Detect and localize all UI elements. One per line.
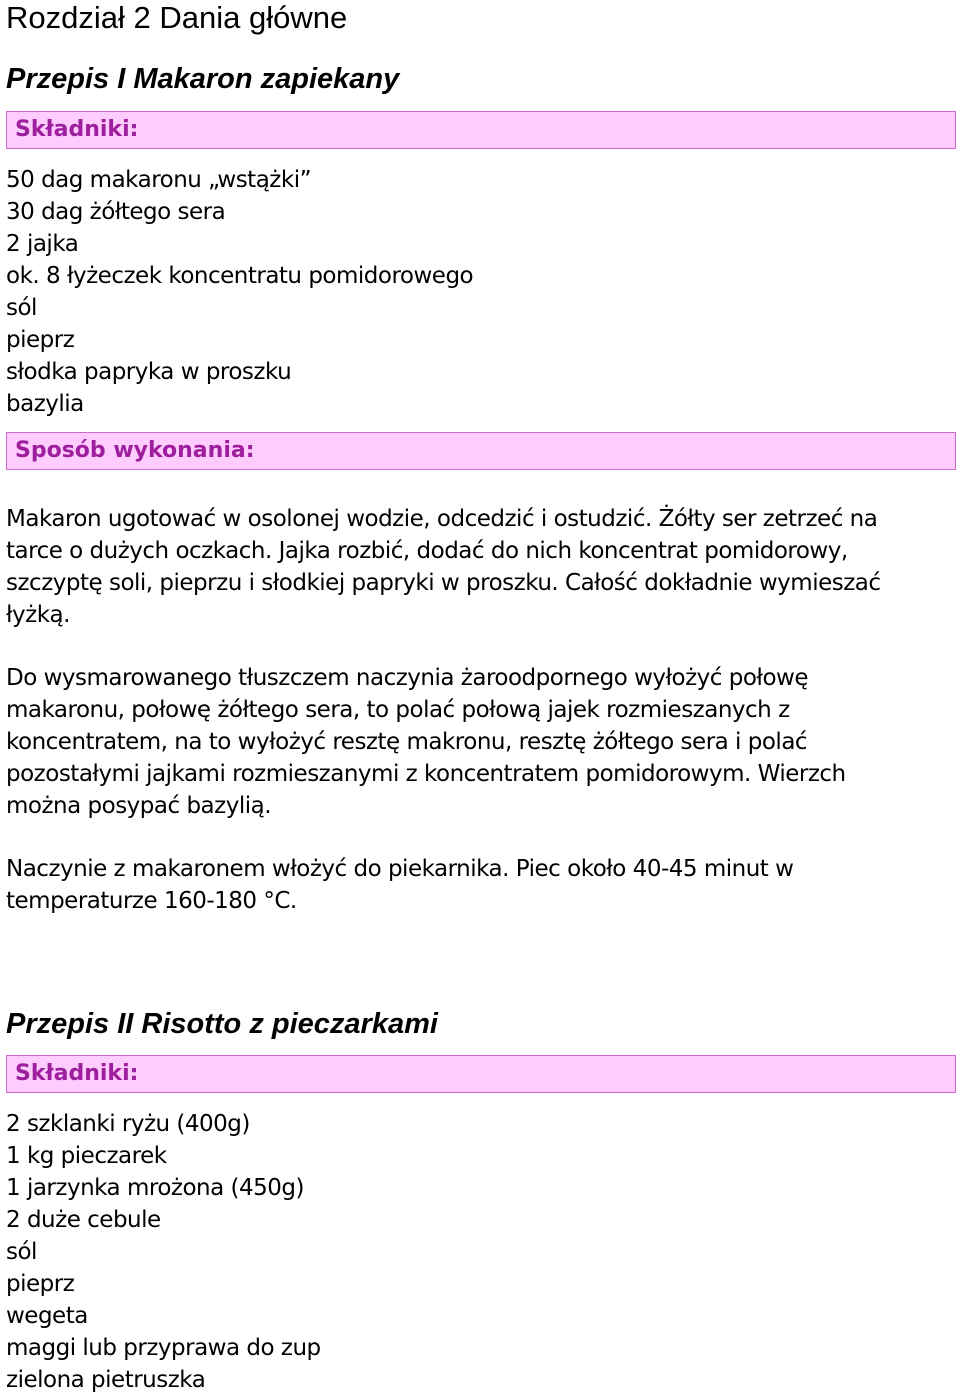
recipe-1-ingredients-label: Składniki: — [15, 117, 139, 142]
text-line: łyżką. — [6, 602, 70, 628]
text-line: szczyptę soli, pieprzu i słodkiej papryki w proszku. Całość dokładnie wymieszać — [6, 570, 881, 596]
list-item: ok. 8 łyżeczek koncentratu pomidorowego — [6, 263, 474, 289]
recipe-1-method-paragraph-2 — [6, 662, 951, 822]
recipe-2-ingredients-list — [6, 1108, 321, 1396]
list-item: 2 szklanki ryżu (400g) — [6, 1111, 250, 1137]
list-item: 2 jajka — [6, 231, 79, 257]
list-item: 1 jarzynka mrożona (450g) — [6, 1175, 304, 1201]
list-item: sól — [6, 1239, 37, 1265]
list-item: 2 duże cebule — [6, 1207, 161, 1233]
text-line: Makaron ugotować w osolonej wodzie, odcedzić i ostudzić. Żółty ser zetrzeć na — [6, 506, 878, 532]
text-line: koncentratem, na to wyłożyć resztę makronu, resztę żółtego sera i polać — [6, 729, 808, 755]
list-item: maggi lub przyprawa do zup — [6, 1335, 321, 1361]
list-item: słodka papryka w proszku — [6, 359, 292, 385]
list-item: bazylia — [6, 391, 84, 417]
recipe-1-ingredients-header — [6, 111, 956, 149]
text-line: temperaturze 160-180 °C. — [6, 888, 297, 914]
chapter-title: Rozdział 2 Dania główne — [6, 0, 348, 35]
list-item: pieprz — [6, 327, 75, 353]
list-item: wegeta — [6, 1303, 88, 1329]
text-line: można posypać bazylią. — [6, 793, 272, 819]
list-item: 50 dag makaronu „wstążki” — [6, 167, 311, 193]
recipe-1-method-header — [6, 432, 956, 470]
list-item: zielona pietruszka — [6, 1367, 206, 1393]
text-line: tarce o dużych oczkach. Jajka rozbić, dodać do nich koncentrat pomidorowy, — [6, 538, 848, 564]
recipe-1-method-paragraph-3 — [6, 853, 951, 917]
recipe-1-ingredients-list — [6, 164, 473, 420]
recipe-1-method-label: Sposób wykonania: — [15, 438, 255, 463]
list-item: pieprz — [6, 1271, 75, 1297]
text-line: Do wysmarowanego tłuszczem naczynia żaroodpornego wyłożyć połowę — [6, 665, 808, 691]
text-line: makaronu, połowę żółtego sera, to polać połową jajek rozmieszanych z — [6, 697, 790, 723]
list-item: 30 dag żółtego sera — [6, 199, 226, 225]
recipe-2-ingredients-header — [6, 1055, 956, 1093]
list-item: 1 kg pieczarek — [6, 1143, 167, 1169]
recipe-2-ingredients-label: Składniki: — [15, 1061, 139, 1086]
recipe-1-title: Przepis I Makaron zapiekany — [6, 63, 400, 95]
list-item: sól — [6, 295, 37, 321]
text-line: Naczynie z makaronem włożyć do piekarnika. Piec około 40-45 minut w — [6, 856, 794, 882]
recipe-1-method-paragraph-1 — [6, 503, 951, 631]
recipe-2-title: Przepis II Risotto z pieczarkami — [6, 1008, 438, 1040]
text-line: pozostałymi jajkami rozmieszanymi z koncentratem pomidorowym. Wierzch — [6, 761, 846, 787]
